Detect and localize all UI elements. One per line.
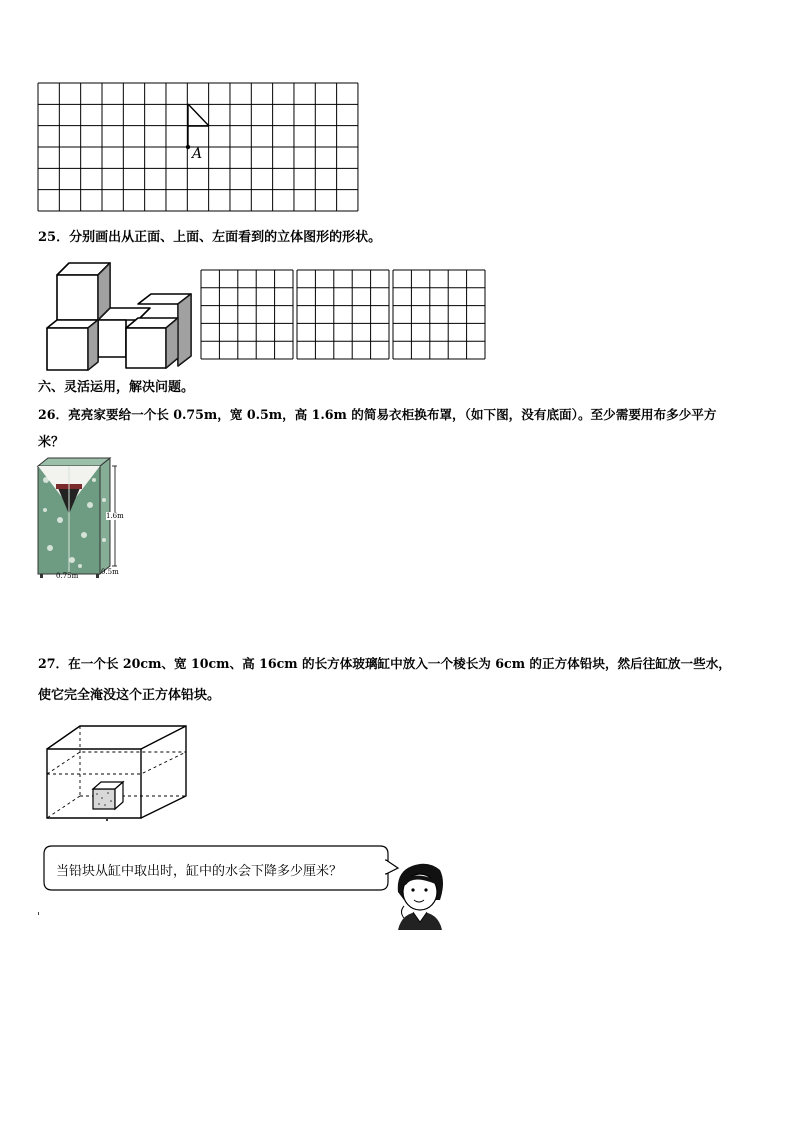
q25-text: 分别画出从正面、上面、左面看到的立体图形的形状。 <box>69 230 382 245</box>
section-6-title: 六、灵活运用，解决问题。 <box>38 380 195 395</box>
q27-question-line2: 使它完全淹没这个正方体铅块。 <box>38 688 221 703</box>
q26-text-1: 亮亮家要给一个长 0.75m，宽 0.5m，高 1.6m 的简易衣柜换布罩，（如下图，没有底面）。至少需要用布多少平方 <box>68 407 717 422</box>
q27-text-1: 在一个长 20cm、宽 10cm、高 16cm 的长方体玻璃缸中放入一个棱长为 6cm 的正方体铅块，然后往缸放一些水， <box>68 656 731 671</box>
speech-bubble-text: 当铅块从缸中取出时，缸中的水会下降多少厘米？ <box>56 864 343 879</box>
q27-number: 27． <box>38 656 69 671</box>
q26-number: 26． <box>38 407 69 422</box>
wardrobe-width-label: 0.5m <box>101 568 119 576</box>
stray-mark <box>38 912 39 915</box>
wardrobe-length-label: 0.75m <box>56 572 79 580</box>
q25-number: 25． <box>38 230 70 245</box>
point-a-label: A <box>192 146 203 162</box>
wardrobe-height-label: 1.6m <box>106 512 124 520</box>
q26-question-line2: 米？ <box>38 435 65 450</box>
